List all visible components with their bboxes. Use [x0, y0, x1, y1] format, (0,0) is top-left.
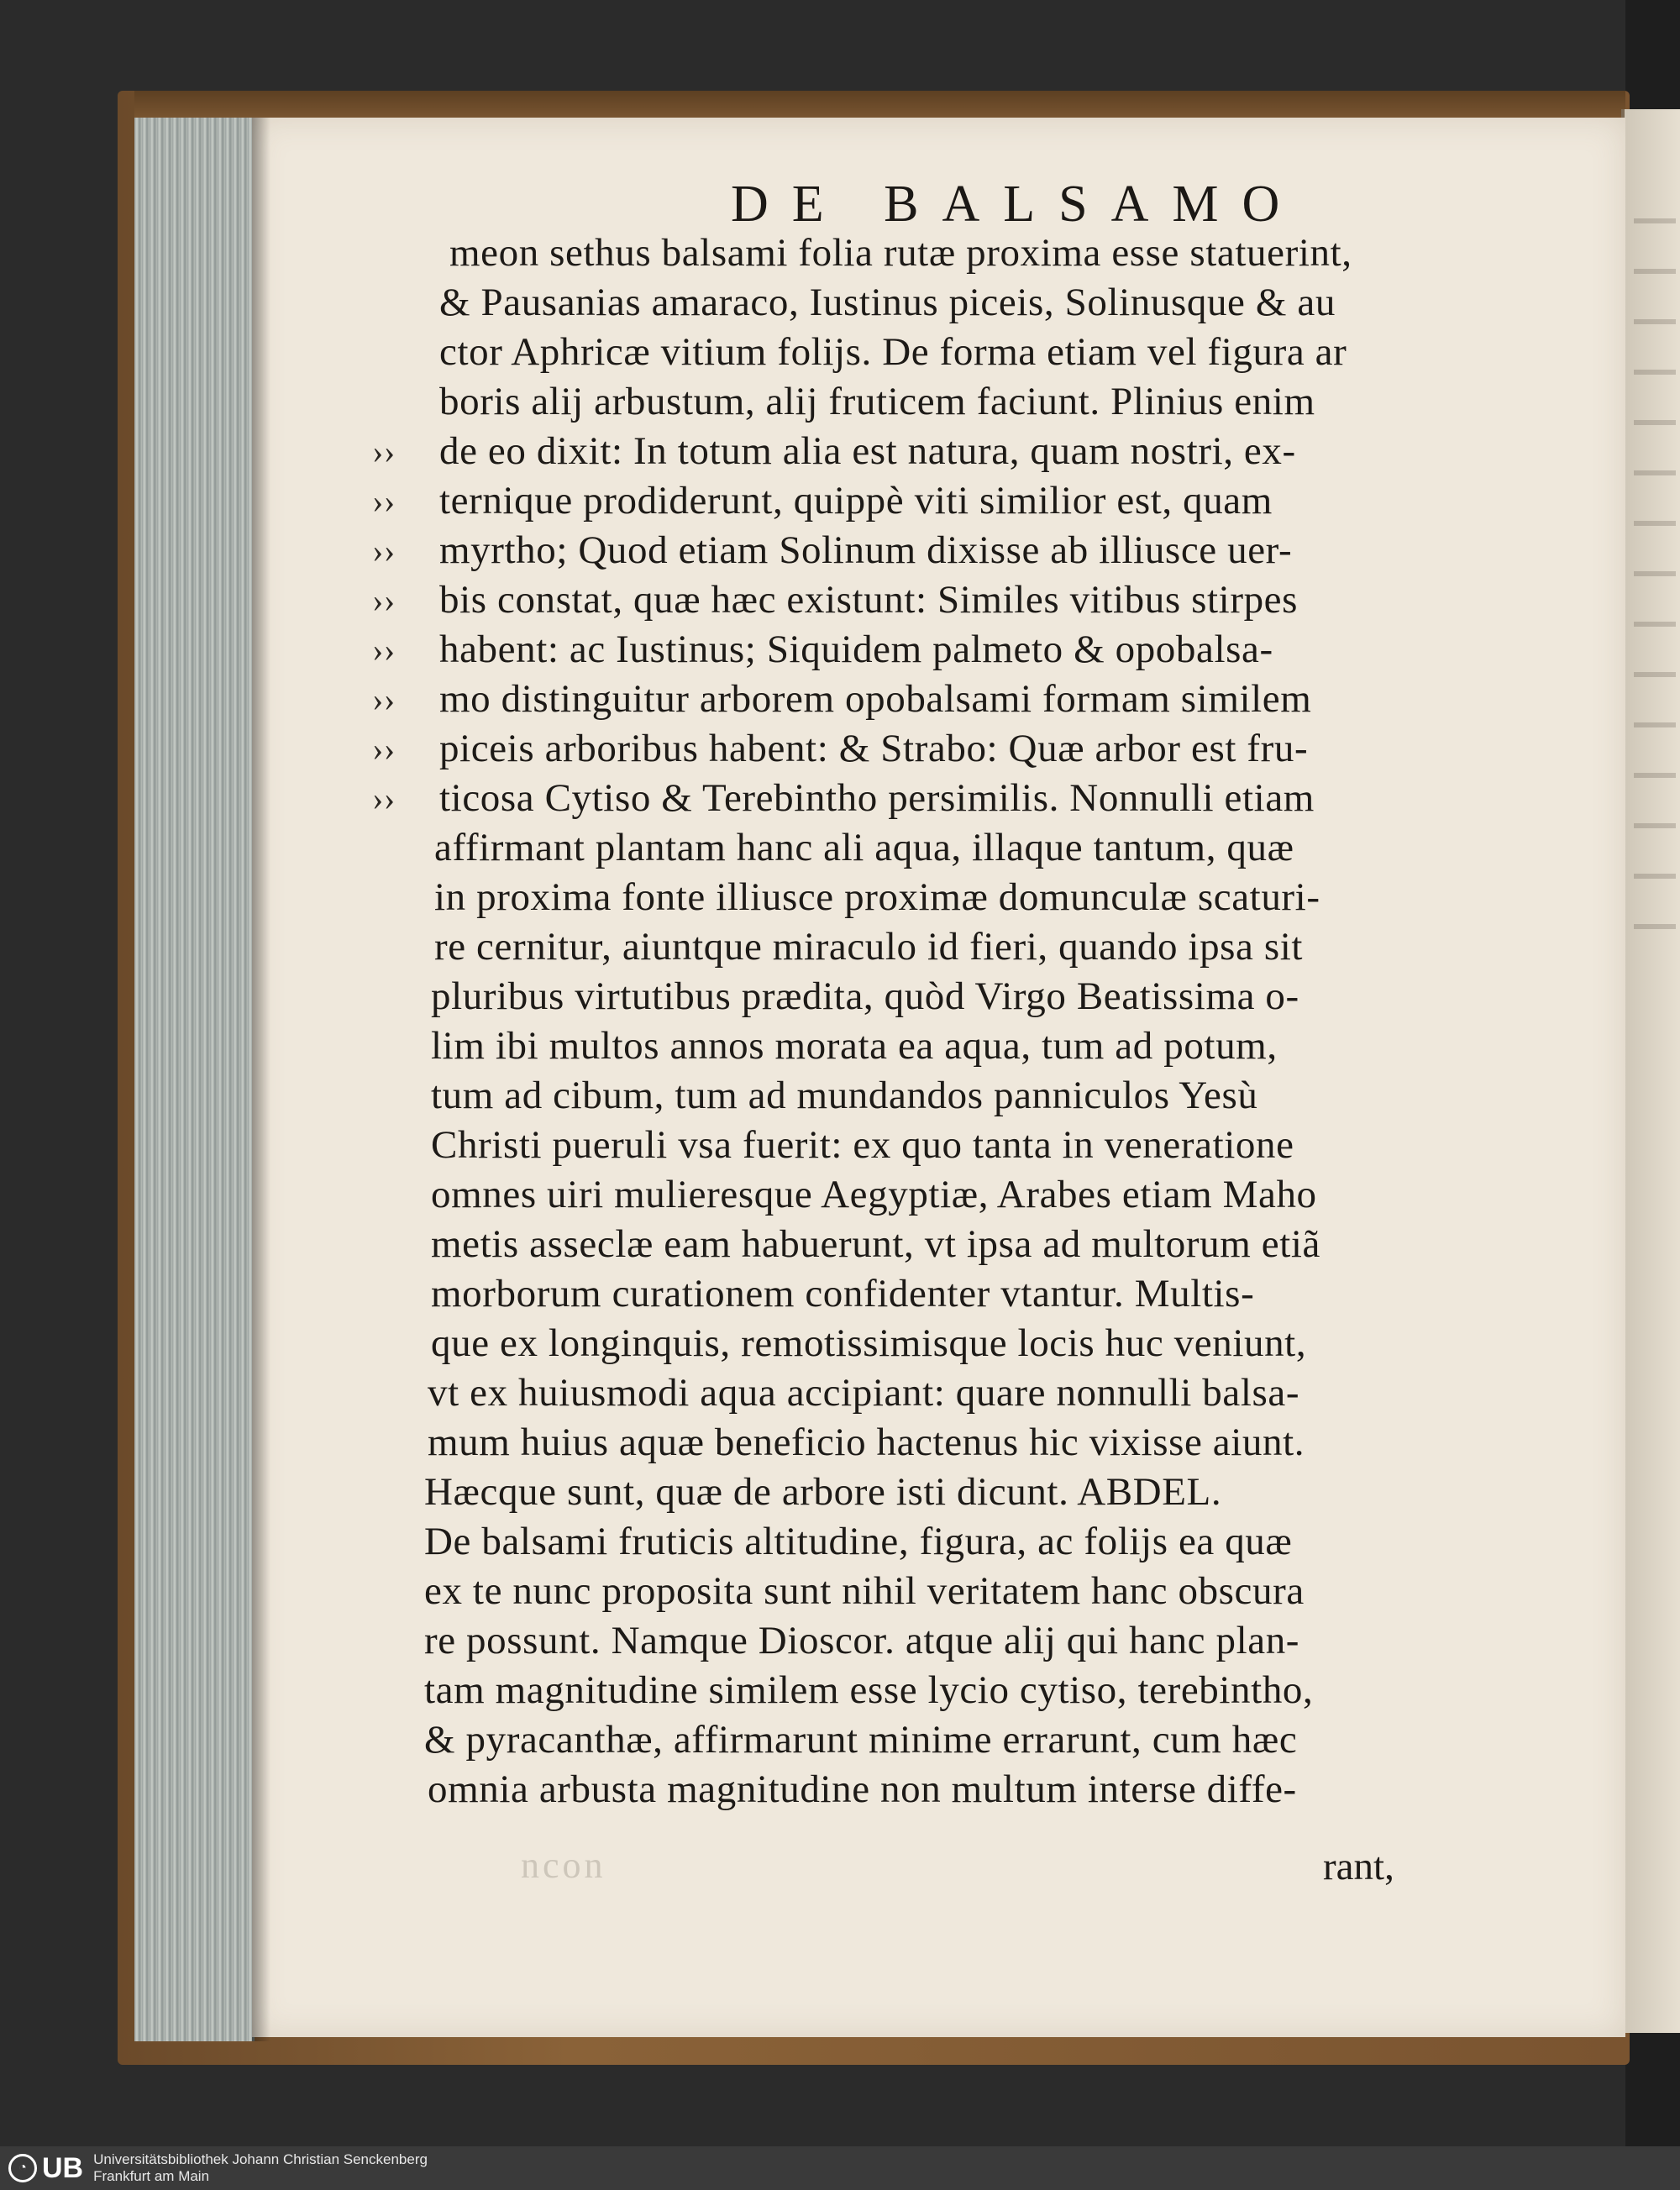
- line-text: myrtho; Quod etiam Solinum dixisse ab illiusce uer-: [439, 528, 1293, 572]
- cover-top-edge: [134, 91, 1625, 119]
- quotation-marker: ››: [372, 532, 396, 570]
- text-line: [424, 1715, 1508, 1765]
- text-line: [431, 1121, 1508, 1170]
- line-text: ctor Aphricæ vitium folijs. De forma etiam vel figura ar: [439, 330, 1347, 374]
- text-line: [424, 1616, 1508, 1666]
- line-text: re cernitur, aiuntque miraculo id fieri, quando ipsa sit: [434, 925, 1304, 969]
- line-text: metis asseclæ eam habuerunt, vt ipsa ad multorum etiã: [431, 1222, 1321, 1266]
- text-line: [424, 1517, 1508, 1567]
- line-text: omnes uiri mulieresque Aegyptiæ, Arabes etiam Maho: [431, 1173, 1317, 1216]
- text-line: [424, 1567, 1508, 1616]
- line-text: tum ad cibum, tum ad mundandos panniculos Yesù: [431, 1074, 1258, 1117]
- text-line: [434, 873, 1508, 922]
- catchword: rant,: [1323, 1845, 1394, 1888]
- page-edges: [134, 118, 255, 2041]
- line-text: & pyracanthæ, affirmarunt minime errarunt, cum hæc: [424, 1718, 1298, 1762]
- text-line: [449, 228, 1508, 278]
- text-line: [424, 1468, 1508, 1517]
- text-line: [424, 1666, 1508, 1715]
- running-head: DE BALSAMO: [731, 176, 1304, 233]
- bleed-through-text: ncon: [521, 1845, 606, 1886]
- logo-text: UB: [42, 2151, 84, 2184]
- text-line: [372, 724, 1508, 774]
- quotation-marker: ››: [372, 680, 396, 718]
- library-logo[interactable]: [8, 2152, 83, 2185]
- line-text: ex te nunc proposita sunt nihil veritatem hanc obscura: [424, 1569, 1305, 1613]
- text-line: [372, 675, 1508, 724]
- footer-bar: [0, 2146, 1680, 2190]
- line-text: De balsami fruticis altitudine, figura, ac folijs ea quæ: [424, 1520, 1293, 1563]
- text-line: [372, 774, 1508, 823]
- line-text: Christi pueruli vsa fuerit: ex quo tanta in veneratione: [431, 1123, 1294, 1167]
- text-line: [431, 1220, 1508, 1269]
- line-text: morborum curationem confidenter vtantur. Multis-: [431, 1272, 1255, 1316]
- text-line: [431, 972, 1508, 1021]
- text-line: [431, 1269, 1508, 1319]
- line-text: de eo dixit: In totum alia est natura, quam nostri, ex-: [439, 429, 1296, 473]
- line-text: bis constat, quæ hæc existunt: Similes vitibus stirpes: [439, 578, 1299, 622]
- quotation-marker: ››: [372, 780, 396, 817]
- line-text: vt ex huiusmodi aqua accipiant: quare nonnulli balsa-: [428, 1371, 1300, 1415]
- text-line: [372, 427, 1508, 476]
- text-line: [372, 476, 1508, 526]
- text-line: [428, 1765, 1508, 1814]
- line-text: ticosa Cytiso & Terebintho persimilis. Nonnulli etiam: [439, 776, 1315, 820]
- library-name: [93, 2151, 428, 2185]
- text-line: [439, 278, 1508, 328]
- line-text: Hæcque sunt, quæ de arbore isti dicunt. ABDEL.: [424, 1470, 1222, 1514]
- text-line: [372, 526, 1508, 575]
- text-line: [431, 1021, 1508, 1071]
- ub-emblem-icon: ◔: [8, 2154, 37, 2182]
- line-text: mo distinguitur arborem opobalsami formam similem: [439, 677, 1312, 721]
- quotation-marker: ››: [372, 482, 396, 520]
- line-text: affirmant plantam hanc ali aqua, illaque tantum, quæ: [434, 826, 1294, 869]
- library-name-line1: Universitätsbibliothek Johann Christian Senckenberg: [93, 2151, 428, 2167]
- text-line: [372, 575, 1508, 625]
- text-line: [434, 823, 1508, 873]
- quotation-marker: ››: [372, 730, 396, 768]
- text-line: [428, 1368, 1508, 1418]
- line-text: in proxima fonte illiusce proximæ domunculæ scaturi-: [434, 875, 1320, 919]
- quotation-marker: ››: [372, 433, 396, 470]
- line-text: piceis arboribus habent: & Strabo: Quæ arbor est fru-: [439, 727, 1309, 770]
- text-line: [431, 1170, 1508, 1220]
- line-text: lim ibi multos annos morata ea aqua, tum ad potum,: [431, 1024, 1278, 1068]
- text-line: [439, 377, 1508, 427]
- text-line: [372, 625, 1508, 675]
- quotation-marker: ››: [372, 581, 396, 619]
- line-text: tam magnitudine similem esse lycio cytiso, terebintho,: [424, 1668, 1314, 1712]
- body-text: [372, 228, 1508, 1814]
- line-text: & Pausanias amaraco, Iustinus piceis, Solinusque & au: [439, 281, 1336, 324]
- line-text: boris alij arbustum, alij fruticem faciunt. Plinius enim: [439, 380, 1315, 423]
- line-text: omnia arbusta magnitudine non multum interse diffe-: [428, 1767, 1297, 1811]
- text-line: [431, 1319, 1508, 1368]
- quotation-marker: ››: [372, 631, 396, 669]
- line-text: pluribus virtutibus prædita, quòd Virgo Beatissima o-: [431, 974, 1299, 1018]
- library-name-line2: Frankfurt am Main: [93, 2168, 210, 2184]
- line-text: mum huius aquæ beneficio hactenus hic vixisse aiunt.: [428, 1421, 1305, 1464]
- line-text: re possunt. Namque Dioscor. atque alij qui hanc plan-: [424, 1619, 1300, 1662]
- text-line: [431, 1071, 1508, 1121]
- line-text: ternique prodiderunt, quippè viti similior est, quam: [439, 479, 1273, 523]
- text-line: [434, 922, 1508, 972]
- line-text: que ex longinquis, remotissimisque locis huc veniunt,: [431, 1321, 1307, 1365]
- line-text: habent: ac Iustinus; Siquidem palmeto & opobalsa-: [439, 628, 1273, 671]
- facing-page-bleed: [1634, 218, 1676, 974]
- gutter-shadow: [252, 118, 270, 2041]
- text-line: [439, 328, 1508, 377]
- line-text: meon sethus balsami folia rutæ proxima esse statuerint,: [449, 231, 1352, 275]
- text-line: [428, 1418, 1508, 1468]
